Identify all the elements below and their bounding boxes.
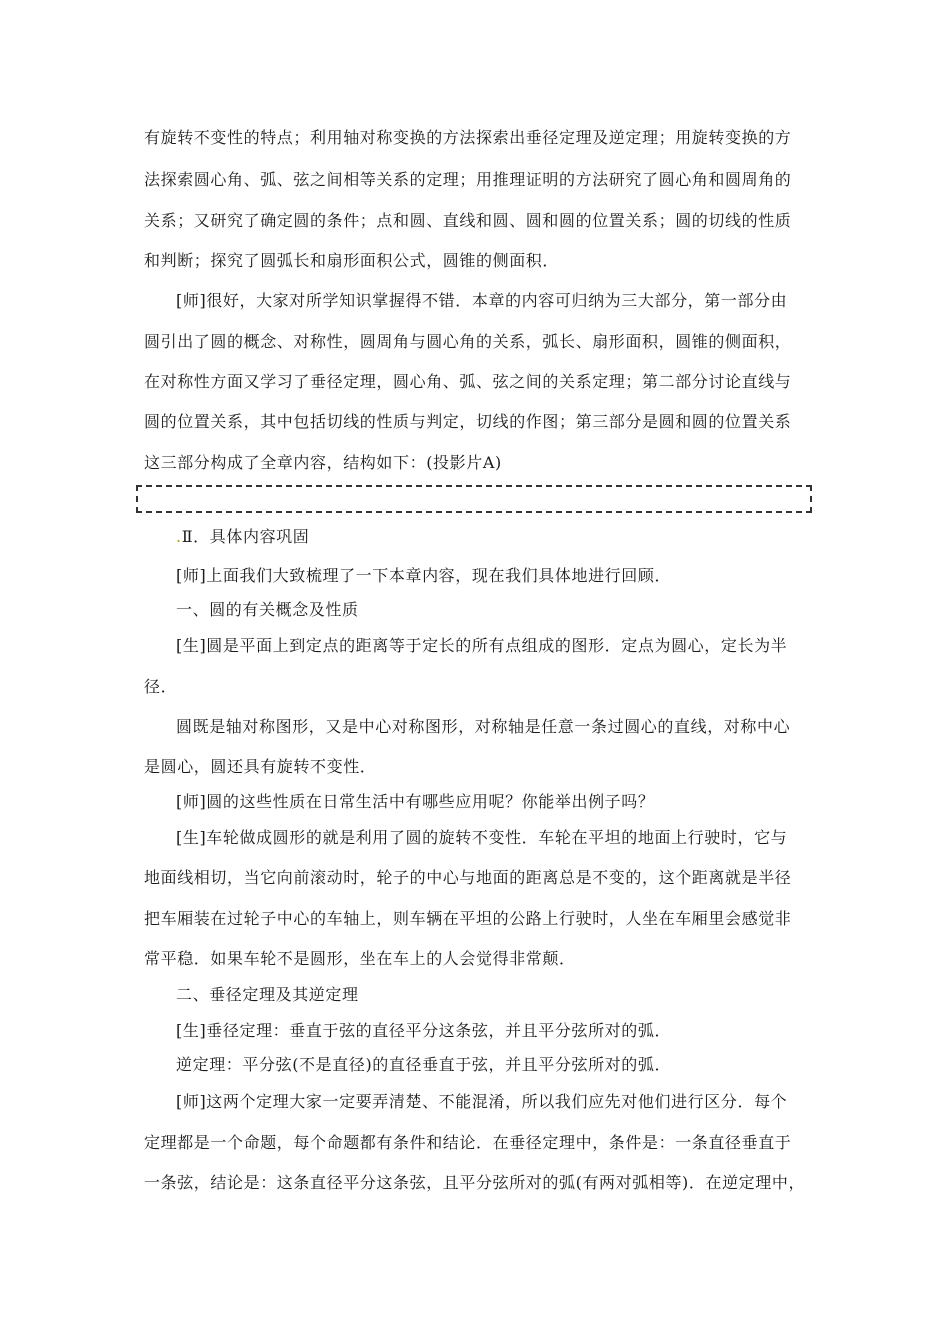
paragraph-line: 法探索圆心角、弧、弦之间相等关系的定理；用推理证明的方法研究了圆心角和圆周角的 bbox=[144, 170, 792, 189]
paragraph-line: [师]很好，大家对所学知识掌握得不错．本章的内容可归纳为三大部分，第一部分由 bbox=[176, 291, 788, 310]
subsection-heading: 一、圆的有关概念及性质 bbox=[176, 600, 359, 619]
stray-mark: . bbox=[176, 527, 182, 546]
section-heading bbox=[176, 527, 309, 547]
paragraph-line: 圆的位置关系，其中包括切线的性质与判定，切线的作图；第三部分是圆和圆的位置关系 bbox=[144, 412, 792, 431]
paragraph-line: [师]上面我们大致梳理了一下本章内容，现在我们具体地进行回顾． bbox=[176, 566, 672, 585]
paragraph-line: [生]车轮做成圆形的就是利用了圆的旋转不变性．车轮在平坦的地面上行驶时，它与 bbox=[176, 828, 788, 847]
paragraph-line: 和判断；探究了圆弧长和扇形面积公式，圆锥的侧面积． bbox=[144, 251, 560, 270]
paragraph-line: 在对称性方面又学习了垂径定理，圆心角、弧、弦之间的关系定理；第二部分讨论直线与 bbox=[144, 372, 792, 391]
paragraph-line: 常平稳．如果车轮不是圆形，坐在车上的人会觉得非常颠． bbox=[144, 949, 576, 968]
paragraph-line: 有旋转不变性的特点；利用轴对称变换的方法探索出垂径定理及逆定理；用旋转变换的方 bbox=[144, 128, 792, 147]
paragraph-line: 把车厢装在过轮子中心的车轴上，则车辆在平坦的公路上行驶时，人坐在车厢里会感觉非 bbox=[144, 909, 792, 928]
paragraph-line: 圆既是轴对称图形，又是中心对称图形，对称轴是任意一条过圆心的直线，对称中心 bbox=[176, 717, 791, 736]
paragraph-line: 圆引出了圆的概念、对称性，圆周角与圆心角的关系，弧长、扇形面积，圆锥的侧面积， bbox=[144, 332, 792, 351]
paragraph-line: 关系；又研究了确定圆的条件；点和圆、直线和圆、圆和圆的位置关系；圆的切线的性质 bbox=[144, 211, 792, 230]
subsection-heading: 二、垂径定理及其逆定理 bbox=[176, 985, 359, 1004]
paragraph-line: [生]垂径定理：垂直于弦的直径平分这条弦，并且平分弦所对的弧． bbox=[176, 1021, 672, 1040]
paragraph-line: [师]圆的这些性质在日常生活中有哪些应用呢？你能举出例子吗？ bbox=[176, 792, 655, 811]
paragraph-line: [生]圆是平面上到定点的距离等于定长的所有点组成的图形．定点为圆心，定长为半 bbox=[176, 636, 788, 655]
paragraph-line: 地面线相切，当它向前滚动时，轮子的中心与地面的距离总是不变的，这个距离就是半径 bbox=[144, 868, 792, 887]
paragraph-line: 逆定理：平分弦(不是直径)的直径垂直于弦，并且平分弦所对的弧． bbox=[176, 1055, 672, 1074]
paragraph-line: [师]这两个定理大家一定要弄清楚、不能混淆，所以我们应先对他们进行区分．每个 bbox=[176, 1092, 788, 1111]
section-heading-text: Ⅱ．具体内容巩固 bbox=[181, 527, 310, 546]
paragraph-line: 定理都是一个命题，每个命题都有条件和结论．在垂径定理中，条件是：一条直径垂直于 bbox=[144, 1133, 792, 1152]
projection-slide-placeholder bbox=[136, 485, 812, 513]
paragraph-line: 是圆心，圆还具有旋转不变性． bbox=[144, 757, 377, 776]
paragraph-line: 径． bbox=[144, 677, 178, 696]
paragraph-line: 一条弦，结论是：这条直径平分这条弦，且平分弦所对的弧(有两对弧相等)．在逆定理中， bbox=[144, 1173, 806, 1192]
paragraph-line: 这三部分构成了全章内容，结构如下：(投影片A) bbox=[144, 453, 502, 472]
